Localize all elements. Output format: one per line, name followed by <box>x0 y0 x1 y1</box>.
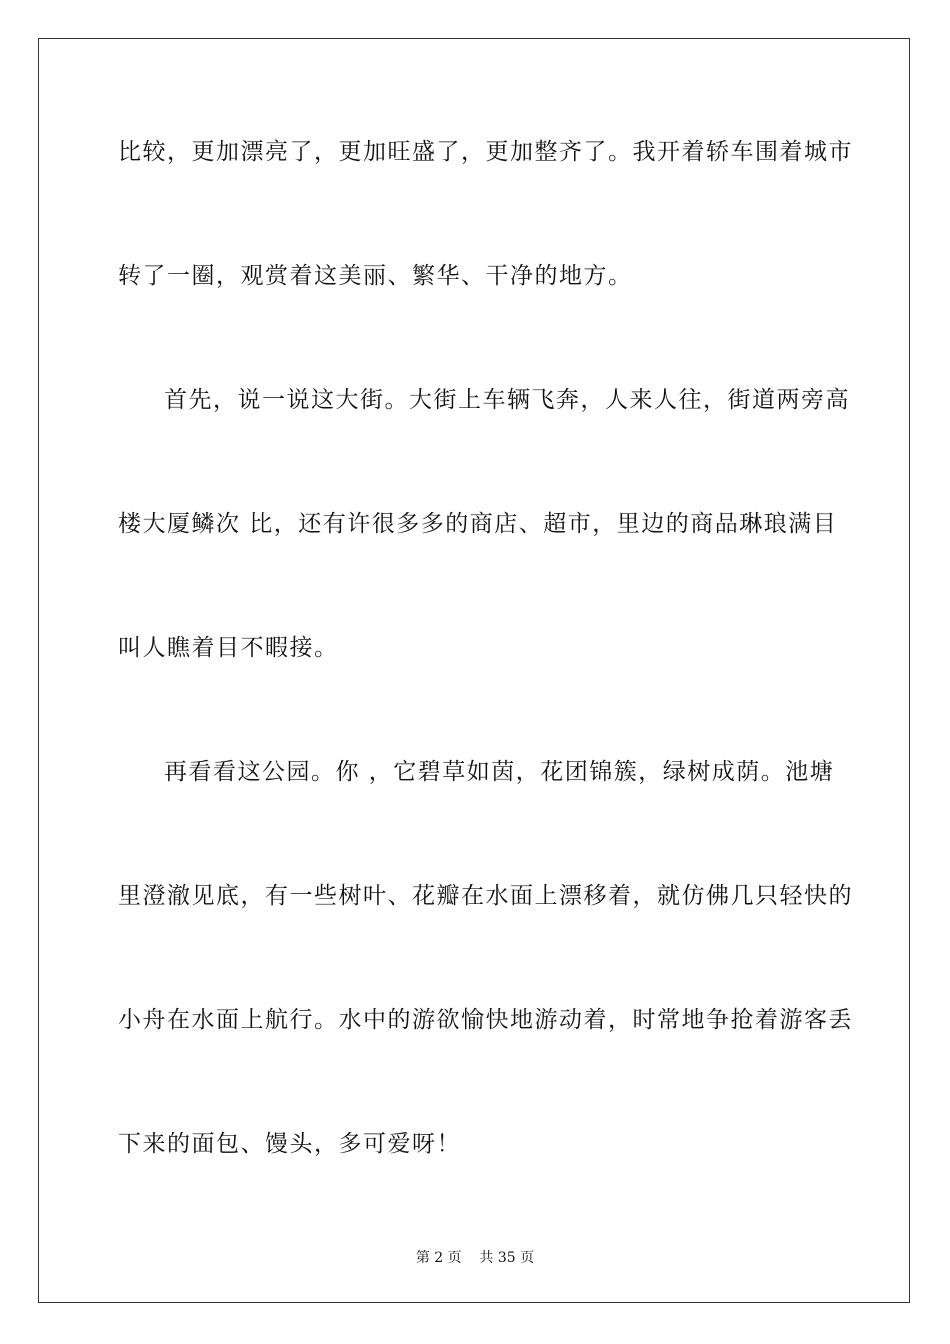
paragraph-line-1: 比较，更加漂亮了，更加旺盛了，更加整齐了。我开着轿车围着城市 <box>118 139 853 165</box>
paragraph-line-5: 叫人瞧着目不暇接。 <box>118 635 339 661</box>
page-frame <box>38 38 910 1303</box>
page-number-footer: 第 2 页 共 35 页 <box>415 1250 535 1266</box>
paragraph-line-2: 转了一圈，观赏着这美丽、繁华、干净的地方。 <box>118 263 633 289</box>
paragraph-line-9: 下来的面包、馒头，多可爱呀！ <box>118 1131 461 1157</box>
paragraph-line-3: 首先，说一说这大街。大街上车辆飞奔，人来人往，街道两旁高 <box>164 387 850 413</box>
paragraph-line-6: 再看看这公园。你 ，它碧草如茵，花团锦簇，绿树成荫。池塘 <box>164 759 835 785</box>
paragraph-line-7: 里澄澈见底，有一些树叶、花瓣在水面上漂移着，就仿佛几只轻快的 <box>118 883 853 909</box>
paragraph-line-4: 楼大厦鳞次 比，还有许很多多的商店、超市，里边的商品琳琅满目 <box>118 511 838 537</box>
paragraph-line-8: 小舟在水面上航行。水中的游欲愉快地游动着，时常地争抢着游客丢 <box>118 1007 853 1033</box>
